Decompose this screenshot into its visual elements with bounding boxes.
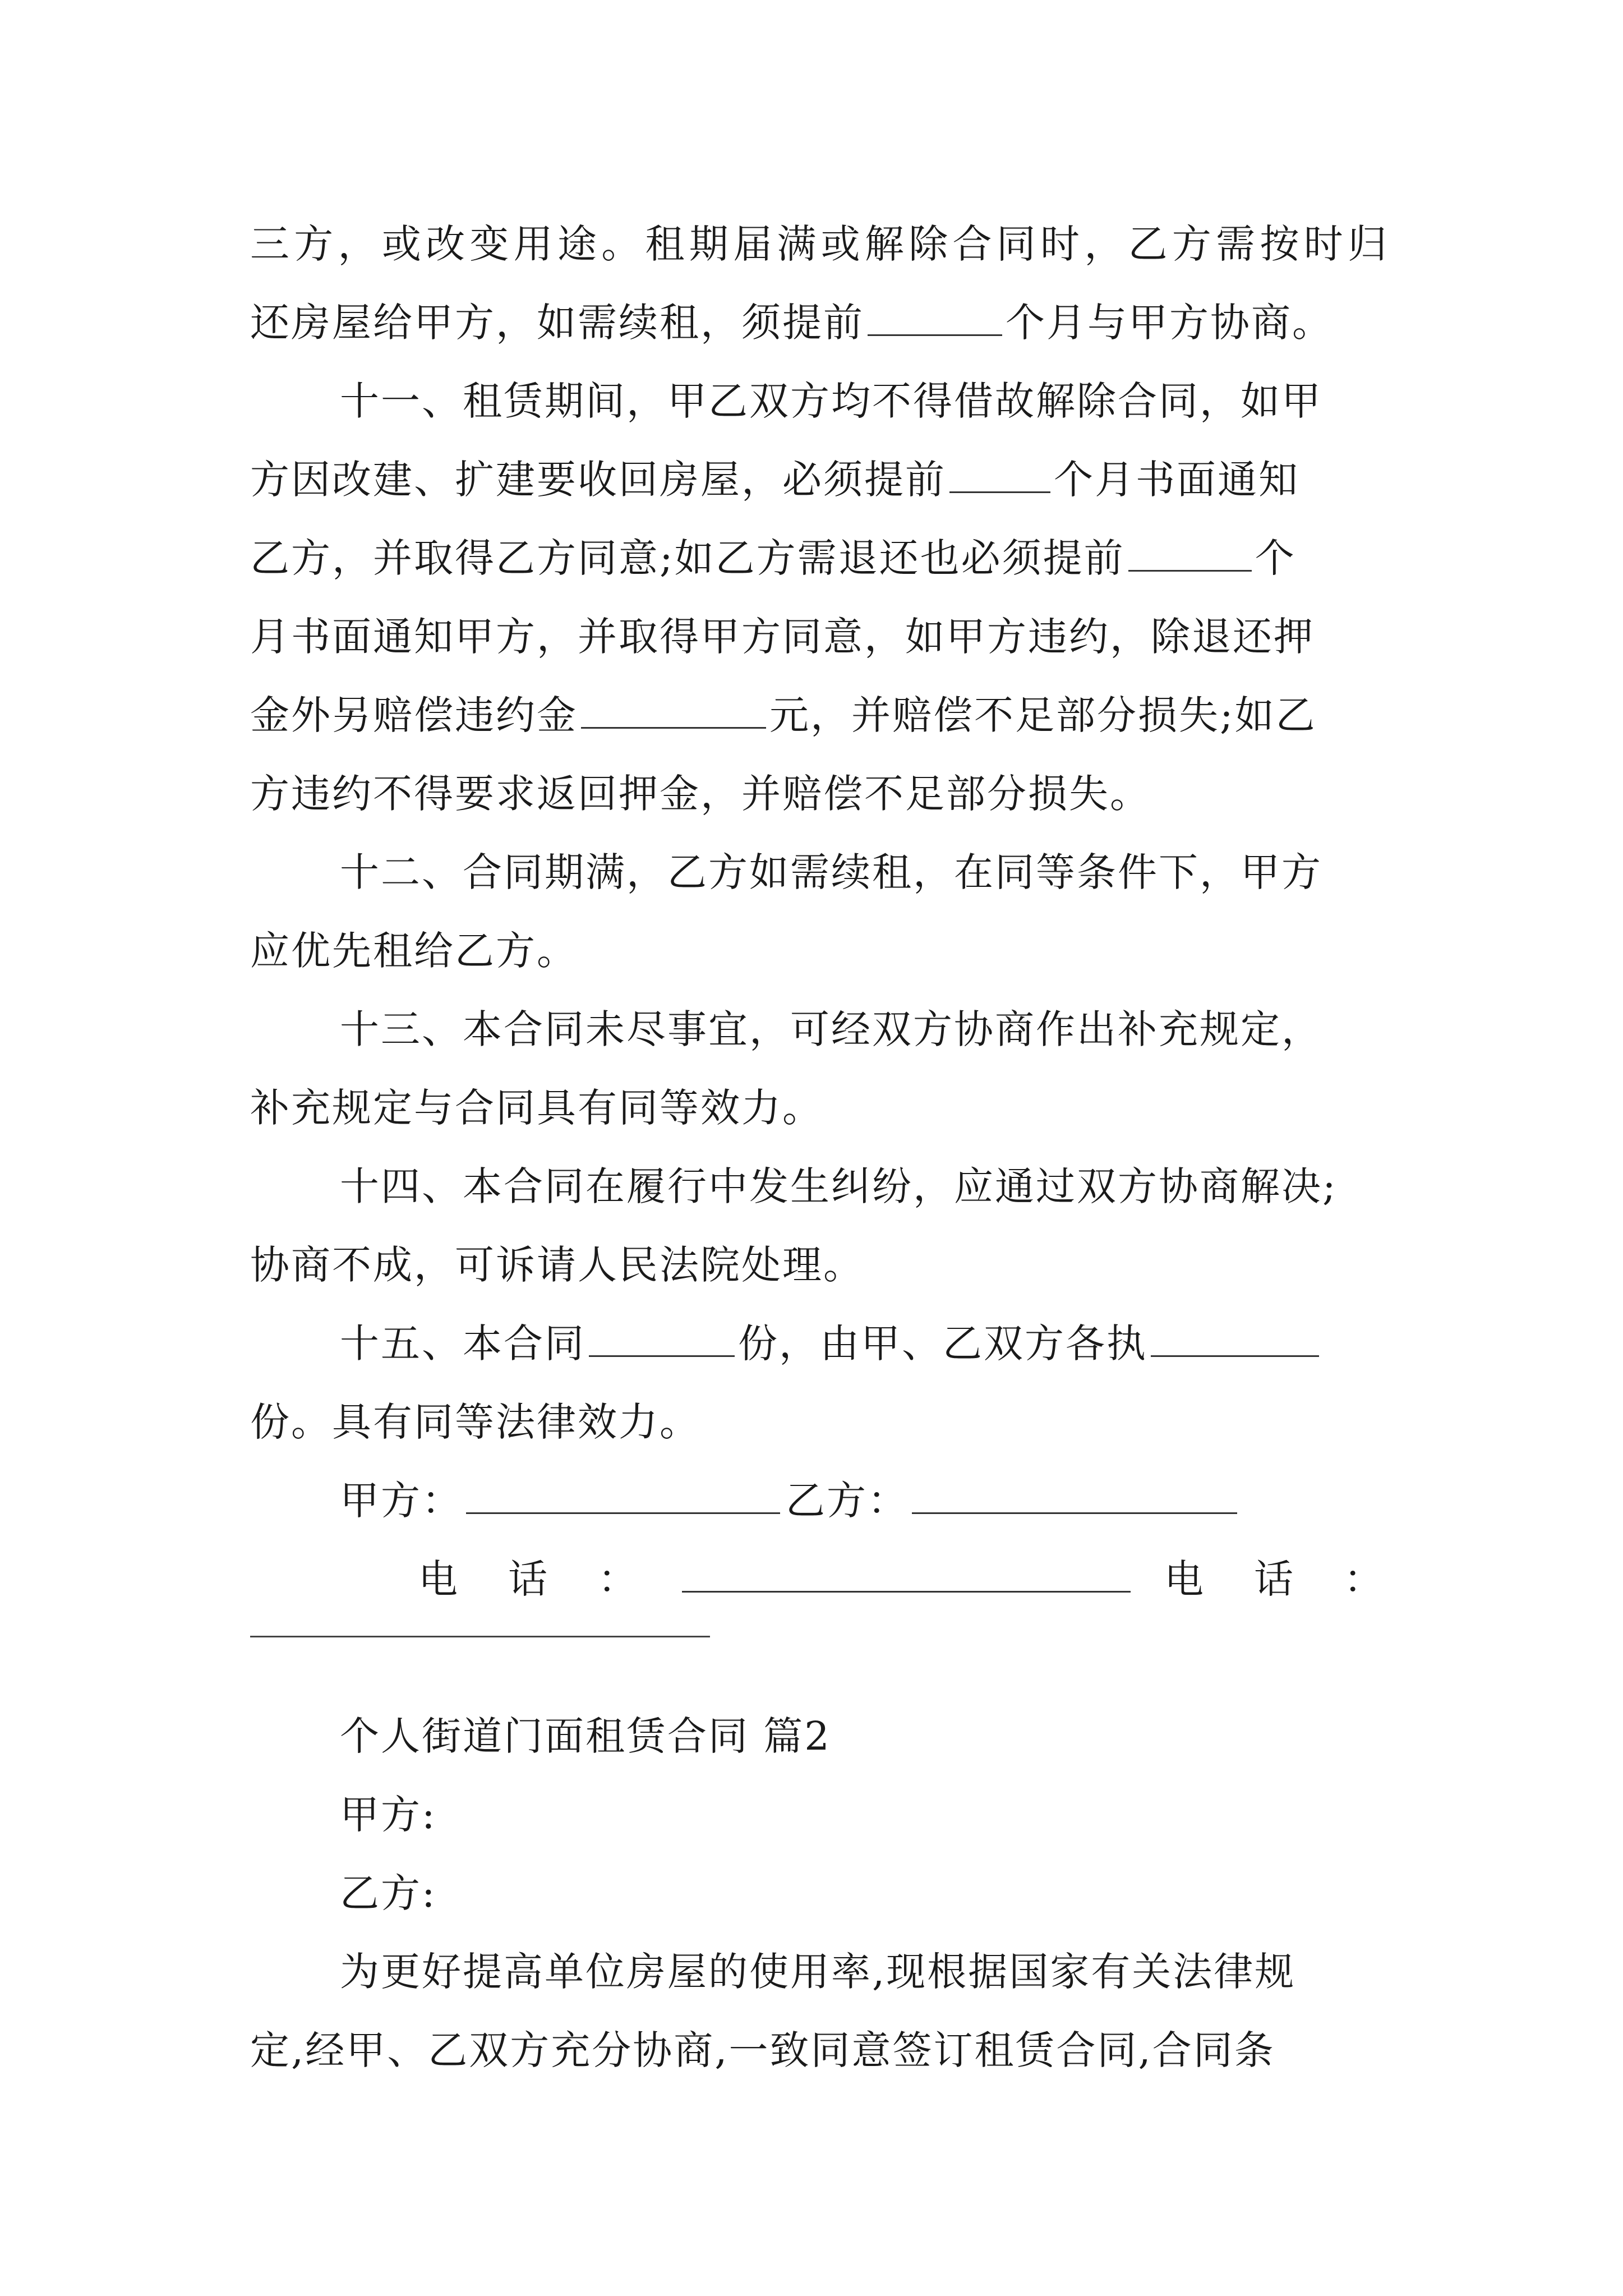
text-line-13 bbox=[250, 1147, 1389, 1226]
phone-label-left: 电 话 ： bbox=[418, 1556, 643, 1602]
section2-title: 个人街道门面租赁合同 篇2 bbox=[340, 1713, 831, 1759]
section2-party-b: 乙方: bbox=[340, 1870, 437, 1916]
fill-blank bbox=[868, 334, 1002, 336]
party-b-label: 乙方： bbox=[786, 1478, 909, 1524]
text-segment: 个 bbox=[1255, 535, 1296, 581]
text-line-5 bbox=[250, 519, 1389, 597]
fill-blank bbox=[589, 1355, 735, 1357]
section2-para-line-2: 定,经甲、乙双方充分协商,一致同意签订租赁合同,合同条 bbox=[250, 2027, 1275, 2073]
text-line-6 bbox=[250, 597, 1389, 676]
section2-para-line-1: 为更好提高单位房屋的使用率,现根据国家有关法律规 bbox=[340, 1949, 1296, 1995]
spacer bbox=[250, 1618, 1389, 1697]
text-segment: 十四、本合同在履行中发生纠纷，应通过双方协商解决; bbox=[340, 1163, 1338, 1209]
text-line-4 bbox=[250, 440, 1389, 519]
fill-blank bbox=[1128, 570, 1252, 572]
text-segment: 应优先租给乙方。 bbox=[250, 928, 578, 974]
party-a-blank bbox=[466, 1512, 780, 1514]
text-line-11 bbox=[250, 990, 1389, 1069]
text-segment: 方因改建、扩建要收回房屋，必须提前 bbox=[250, 457, 946, 503]
signature-line bbox=[250, 1461, 1389, 1540]
text-segment: 补充规定与合同具有同等效力。 bbox=[250, 1085, 823, 1131]
phone-line bbox=[250, 1540, 1389, 1618]
text-line-15 bbox=[250, 1304, 1389, 1383]
fill-blank bbox=[949, 491, 1050, 493]
text-segment: 金外另赔偿违约金 bbox=[250, 692, 578, 738]
section2-party-a: 甲方: bbox=[340, 1792, 437, 1838]
party-a-label: 甲方： bbox=[340, 1478, 463, 1524]
text-line-9 bbox=[250, 833, 1389, 912]
text-segment: 个月书面通知 bbox=[1054, 457, 1299, 503]
text-segment: 份，由甲、乙双方各执 bbox=[738, 1320, 1147, 1366]
phone-label-right: 电 话 ： bbox=[1164, 1556, 1389, 1602]
text-segment: 月书面通知甲方，并取得甲方同意，如甲方违约，除退还押 bbox=[250, 614, 1315, 660]
text-line-1 bbox=[250, 205, 1389, 283]
text-segment: 乙方，并取得乙方同意;如乙方需退还也必须提前 bbox=[250, 535, 1125, 581]
phone-blank-left bbox=[682, 1591, 1131, 1593]
document-page bbox=[250, 205, 1389, 2090]
text-segment: 份。具有同等法律效力。 bbox=[250, 1399, 700, 1445]
text-line-16 bbox=[250, 1383, 1389, 1461]
text-line-8 bbox=[250, 754, 1389, 833]
fill-blank bbox=[1151, 1355, 1319, 1357]
text-segment: 十一、租赁期间，甲乙双方均不得借故解除合同，如甲 bbox=[340, 378, 1322, 424]
text-line-7 bbox=[250, 676, 1389, 754]
text-line-2 bbox=[250, 283, 1389, 362]
text-segment: 协商不成，可诉请人民法院处理。 bbox=[250, 1242, 864, 1288]
text-segment: 还房屋给甲方，如需续租，须提前 bbox=[250, 300, 864, 346]
party-b-blank bbox=[912, 1512, 1237, 1514]
text-segment: 十五、本合同 bbox=[340, 1320, 585, 1366]
fill-blank bbox=[581, 727, 766, 729]
text-line-14 bbox=[250, 1226, 1389, 1304]
text-segment: 十二、合同期满，乙方如需续租，在同等条件下，甲方 bbox=[340, 849, 1322, 895]
text-segment: 个月与甲方协商。 bbox=[1006, 300, 1333, 346]
text-line-3 bbox=[250, 362, 1389, 440]
text-segment: 方违约不得要求返回押金，并赔偿不足部分损失。 bbox=[250, 771, 1151, 817]
phone-blank-continuation bbox=[250, 1636, 710, 1637]
text-segment: 十三、本合同未尽事宜，可经双方协商作出补充规定， bbox=[340, 1006, 1322, 1052]
text-line-12 bbox=[250, 1069, 1389, 1147]
text-segment: 元，并赔偿不足部分损失;如乙 bbox=[769, 692, 1317, 738]
text-line-10 bbox=[250, 912, 1389, 990]
text-segment: 三方，或改变用途。租期届满或解除合同时，乙方需按时归 bbox=[250, 221, 1389, 267]
